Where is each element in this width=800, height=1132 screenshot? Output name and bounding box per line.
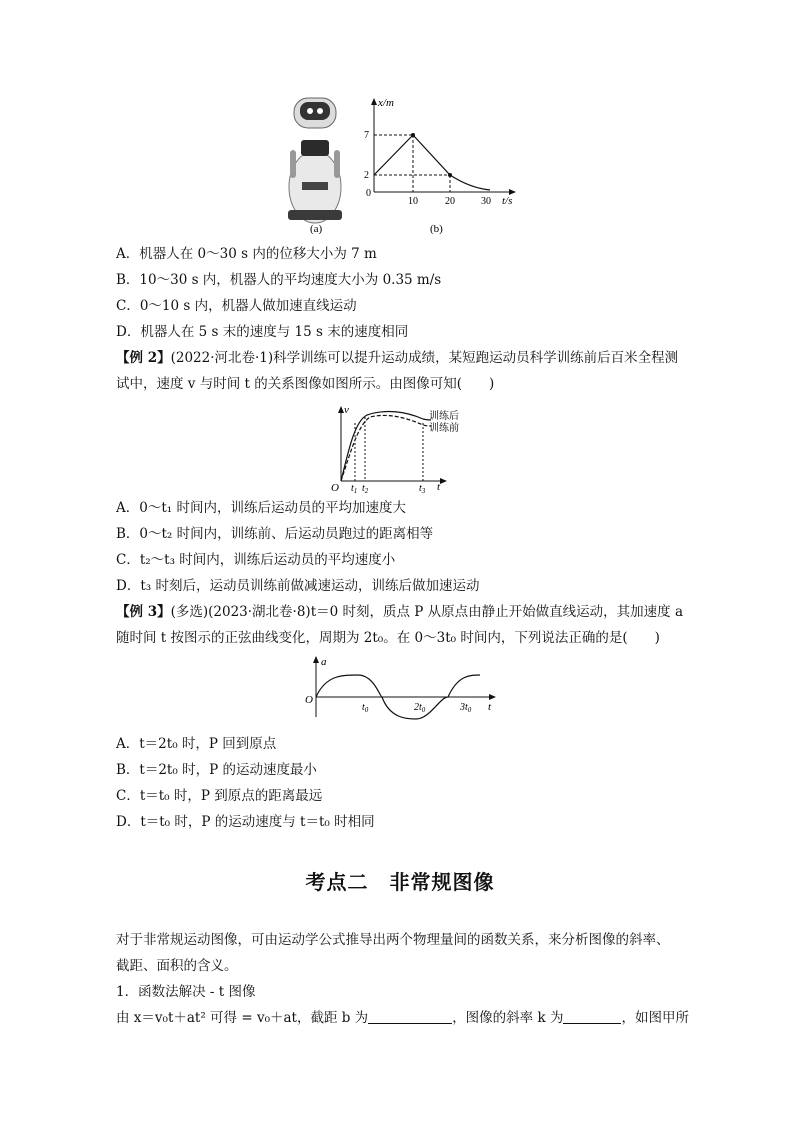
xt-graph: [364, 97, 516, 207]
ex3-option-a: A．t＝2t₀ 时，P 回到原点: [116, 736, 277, 752]
vt-y-label: v: [344, 404, 349, 416]
blank-intercept[interactable]: [368, 1009, 452, 1024]
formula-text-c: ，如图甲所: [621, 1010, 689, 1026]
vt-legend-after: 训练后: [429, 411, 459, 422]
section-title: 考点二 非常规图像: [305, 870, 495, 894]
ex3-option-c: C．t＝t₀ 时，P 到原点的距离最远: [116, 788, 323, 804]
q1-option-a: A．机器人在 0～30 s 内的位移大小为 7 m: [116, 246, 377, 262]
ex2-option-b: B．0～t₂ 时间内，训练前、后运动员跑过的距离相等: [116, 526, 434, 542]
ex2-option-a: A．0～t₁ 时间内，训练后运动员的平均加速度大: [116, 500, 406, 516]
xt-origin: 0: [366, 188, 371, 199]
vt-tick-t2: $t_2$: [362, 483, 369, 495]
caption-b: (b): [430, 223, 443, 235]
figure-vt: [325, 403, 459, 495]
section-intro-line1: 对于非常规运动图像，可由运动学公式推导出两个物理量间的函数关系，来分析图像的斜率、: [116, 932, 670, 948]
q1-option-d: D．机器人在 5 s 末的速度与 15 s 末的速度相同: [116, 324, 409, 340]
ex3-stem-line1: [116, 602, 683, 622]
vt-x-label: t: [437, 481, 441, 493]
figure-robot-xt: [280, 92, 530, 237]
xt-y-label: x/m: [378, 97, 394, 109]
ex2-stem-line1: [116, 348, 678, 368]
section-formula-line: [116, 1008, 689, 1028]
ex3-text-1: (多选)(2023·湖北卷·8)t＝0 时刻，质点 P 从原点由静止开始做直线运动，其加速度 a: [170, 604, 683, 620]
xt-ytick-7: 7: [364, 130, 369, 141]
formula-text-a: 由 x＝v₀t＋at² 可得 = v₀＋at，截距 b 为: [116, 1010, 369, 1026]
xt-xtick-10: 10: [408, 196, 418, 207]
at-x-label: t: [488, 701, 492, 713]
ex2-option-c: C．t₂～t₃ 时间内，训练后运动员的平均速度小: [116, 552, 396, 568]
vt-tick-t3: $t_3$: [419, 483, 426, 495]
at-origin: O: [305, 694, 313, 706]
section-intro-line2: 截距、面积的含义。: [116, 958, 238, 974]
ex3-option-b: B．t＝2t₀ 时，P 的运动速度最小: [116, 762, 317, 778]
at-tick-3t0: $3t_0$: [460, 702, 472, 714]
section-item-1: 1．函数法解决 - t 图像: [116, 984, 256, 1000]
vt-tick-t1: $t_1$: [351, 483, 358, 495]
q1-option-c: C．0～10 s 内，机器人做加速直线运动: [116, 298, 357, 314]
vt-origin: O: [331, 482, 339, 494]
xt-point-20: [448, 173, 452, 177]
ex3-option-d: D．t＝t₀ 时，P 的运动速度与 t＝t₀ 时相同: [116, 814, 375, 830]
ex3-stem-line2: 随时间 t 按图示的正弦曲线变化，周期为 2t₀。在 0～3t₀ 时间内，下列说法正确的是( ): [116, 630, 660, 646]
xt-ytick-2: 2: [364, 170, 369, 181]
xt-point-10: [411, 133, 415, 137]
ex2-stem-line2: 试中，速度 v 与时间 t 的关系图像如图所示。由图像可知( ): [116, 376, 495, 392]
blank-slope[interactable]: [563, 1009, 621, 1024]
robot-image: [288, 98, 342, 223]
vt-series-after: [341, 412, 431, 481]
xt-xtick-30: 30: [481, 196, 491, 207]
at-tick-t0: $t_0$: [362, 702, 369, 714]
ex2-text-1: (2022·河北卷·1)科学训练可以提升运动成绩，某短跑运动员科学训练前后百米全程测: [170, 350, 679, 366]
q1-option-b: B．10～30 s 内，机器人的平均速度大小为 0.35 m/s: [116, 272, 442, 288]
xt-x-label: t/s: [502, 195, 513, 207]
ex2-option-d: D．t₃ 时刻后，运动员训练前做减速运动，训练后做加速运动: [116, 578, 480, 594]
figure-at: [300, 655, 505, 725]
ex3-tag: 【例 3】: [116, 604, 171, 620]
at-tick-2t0: $2t_0$: [414, 702, 426, 714]
formula-text-b: ，图像的斜率 k 为: [452, 1010, 564, 1026]
vt-legend-before: 训练前: [429, 423, 459, 434]
ex2-tag: 【例 2】: [116, 350, 171, 366]
at-y-label: a: [321, 656, 327, 668]
caption-a: (a): [310, 223, 323, 235]
xt-xtick-20: 20: [445, 196, 455, 207]
xt-series-line: [374, 135, 490, 190]
